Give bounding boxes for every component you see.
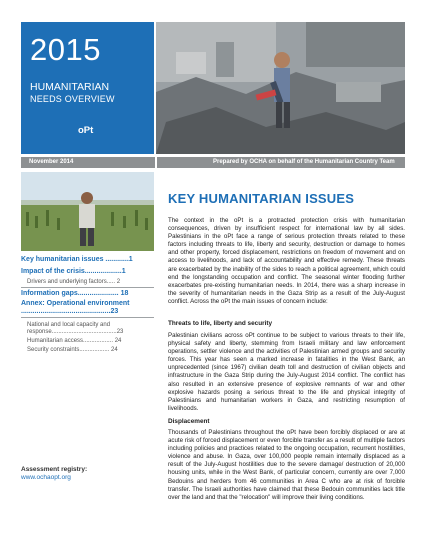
assessment-registry: [21, 466, 87, 481]
toc-divider: [21, 287, 154, 288]
prepared-by-text: Prepared by OCHA on behalf of the Humanitarian Country Team: [213, 159, 395, 165]
toc-item-annex-page: ..............................................23: [21, 308, 119, 315]
rubble-photo-illustration: [156, 22, 405, 154]
side-photo: [21, 172, 154, 251]
toc-item-information-gaps[interactable]: Information gaps..................... 18: [21, 290, 129, 297]
toc-item-drivers[interactable]: Drivers and underlying factors..... 2: [27, 279, 121, 285]
cover-title-line1: HUMANITARIAN: [30, 81, 110, 93]
section-heading-displacement: Displacement: [168, 418, 210, 425]
field-photo-illustration: [21, 172, 154, 251]
toc-divider: [21, 317, 154, 318]
page-title: KEY HUMANITARIAN ISSUES: [168, 191, 355, 206]
toc-item-key-humanitarian-issues[interactable]: Key humanitarian issues ............1: [21, 256, 133, 263]
cover-year: 2015: [30, 32, 101, 67]
toc-item-security-constraints[interactable]: Security constraints.................. 24: [27, 347, 118, 353]
toc-item-national-capacity[interactable]: National and local capacity and: [27, 322, 111, 328]
toc-item-national-capacity-page: response.......................................23: [27, 329, 124, 335]
cover-photo: [156, 22, 405, 154]
registry-label: Assessment registry:: [21, 466, 88, 473]
registry-link[interactable]: www.ochaopt.org: [21, 474, 71, 481]
toc-item-impact-of-crisis[interactable]: Impact of the crisis...................1: [21, 268, 126, 275]
toc-item-annex[interactable]: Annex: Operational environment: [21, 300, 130, 307]
section-heading-threats: Threats to life, liberty and security: [168, 320, 273, 327]
toc-item-humanitarian-access[interactable]: Humanitarian access.................. 24: [27, 338, 122, 344]
cover-title-line2: NEEDS OVERVIEW: [30, 94, 115, 104]
intro-paragraph: The context in the oPt is a protracted protection crisis with humanitarian consequences, driven by insufficient respect for international law by all sides. Palestinians in the oPt face a range of serious protection threats related to these factors including threats to life, liberty and security, destruction or damage to homes and other property, forced displacement, restrictions on freedom of movement and on access to livelihoods, and lack of accountability and effective remedy. These threats are exacerbated by the inability of the sides to reach a political agreement, which could end the longstanding occupation and conflict. The seasonal winter flooding further exacerbates pre-existing humanitarian needs. In 2014, there was a sharp increase in the severity of humanitarian needs in the Gaza Strip as a result of the July-August conflict. Across the oPt the main issues of concern include:: [168, 217, 405, 305]
info-bar: [21, 157, 405, 168]
cover-block: [21, 22, 154, 154]
publication-date: November 2014: [29, 159, 74, 165]
cover-location: oPt: [78, 125, 94, 136]
bar-divider: [155, 157, 157, 168]
displacement-paragraph: Thousands of Palestinians throughout the oPt have been forcibly displaced or are at acute risk of forced displacement or even forcible transfer as a result of multiple factors including policies and practices related to the ongoing occupation, recurrent hostilities, violence and abuse. In Gaza, over 100,000 people remain internally displaced as a result of the July-August hostilities due to the severe damage/ destruction of 20,000 housing units, while in the West Bank, of particular concern, currently are over 7,000 Bedouins and herders from 46 communities in Area C who are at risk of forcible transfer. The Israeli authorities have claimed that these Bedouin communities lack title over the land and that the "relocation" will improve their living conditions.: [168, 429, 405, 501]
threats-paragraph: Palestinian civilians across oPt continue to be subject to various threats to their life, physical safety and liberty, stemming from Israeli military and law enforcement operations, settler violence and the activities of Palestinian armed groups and security forces. This year has seen a marked increase in fatalities in the West Bank, an unprecedented (since 1967) civilian death toll and destruction of civilian objects and infrastructure in the Gaza Strip during the July-August 2014 conflict. The conflict has also resulted in an extensive presence of explosive remnants of war and other explosive hazards posing a serious threat to the life and physical integrity of Palestinians and humanitarian workers in Gaza, and restricting resumption of livelihoods.: [168, 332, 405, 412]
